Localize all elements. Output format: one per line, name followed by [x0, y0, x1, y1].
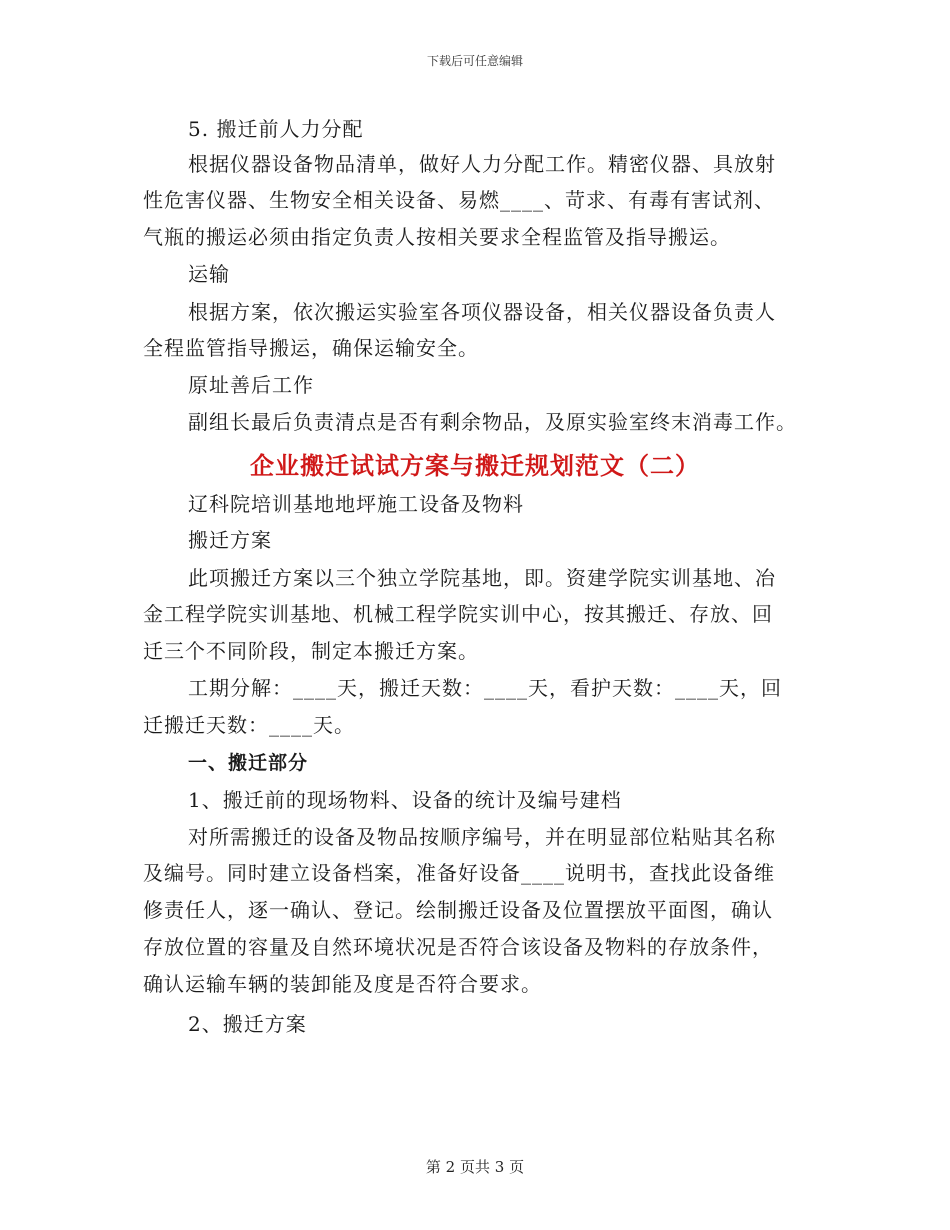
- paragraph-line: 性危害仪器、生物安全相关设备、易燃____、苛求、有毒有害试剂、: [143, 188, 775, 212]
- paragraph-line: 存放位置的容量及自然环境状况是否符合该设备及物料的存放条件，: [143, 935, 773, 959]
- schedule-line: 迁搬迁天数：____天。: [143, 713, 355, 737]
- section-heading-5: 5. 搬迁前人力分配: [188, 117, 364, 141]
- paragraph-line: 及编号。同时建立设备档案，准备好设备____说明书，查找此设备维: [143, 861, 775, 885]
- schedule-line: 工期分解：____天，搬迁天数：____天，看护天数：____天，回: [188, 676, 782, 700]
- paragraph-line: 修责任人，逐一确认、登记。绘制搬迁设备及位置摆放平面图，确认: [143, 898, 773, 922]
- page-header: 下载后可任意编辑: [426, 54, 523, 68]
- paragraph-line: 迁三个不同阶段，制定本搬迁方案。: [143, 639, 479, 663]
- section-heading-aftercare: 原址善后工作: [188, 373, 314, 397]
- paragraph-line: 确认运输车辆的装卸能及度是否符合要求。: [143, 972, 542, 996]
- paragraph-line: 根据方案，依次搬运实验室各项仪器设备，相关仪器设备负责人: [188, 300, 776, 324]
- paragraph-line: 对所需搬迁的设备及物品按顺序编号，并在明显部位粘贴其名称: [188, 825, 776, 849]
- item1-heading: 1、搬迁前的现场物料、设备的统计及编号建档: [188, 788, 622, 812]
- paragraph-line: 根据仪器设备物品清单，做好人力分配工作。精密仪器、具放射: [188, 152, 776, 176]
- paragraph-line: 副组长最后负责清点是否有剩余物品，及原实验室终末消毒工作。: [188, 410, 797, 434]
- paragraph-line: 金工程学院实训基地、机械工程学院实训中心，按其搬迁、存放、回: [143, 602, 773, 626]
- plan-heading: 搬迁方案: [188, 528, 272, 552]
- paragraph-line: 此项搬迁方案以三个独立学院基地，即。资建学院实训基地、冶: [188, 566, 776, 590]
- section-heading-transport: 运输: [188, 262, 230, 286]
- section-heading-part1: 一、搬迁部分: [188, 752, 309, 774]
- item2-heading: 2、搬迁方案: [188, 1012, 307, 1036]
- document-title: 企业搬迁试试方案与搬迁规划范文（二）: [250, 452, 700, 480]
- subject-line: 辽科院培训基地地坪施工设备及物料: [188, 492, 524, 516]
- page-footer: 第 2 页共 3 页: [425, 1158, 525, 1176]
- paragraph-line: 全程监管指导搬运，确保运输安全。: [143, 336, 479, 360]
- paragraph-line: 气瓶的搬运必须由指定负责人按相关要求全程监管及指导搬运。: [143, 225, 731, 249]
